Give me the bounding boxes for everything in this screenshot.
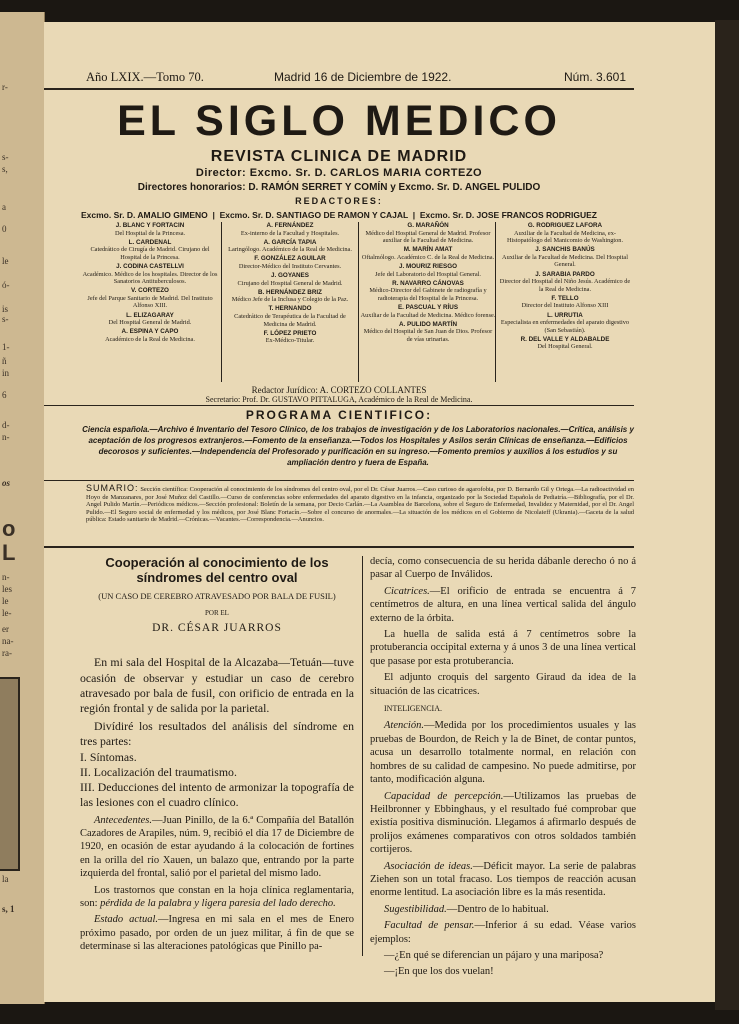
- editor-desc: Auxiliar de la Facultad de Medicina, ex-Histopatólogo del Manicomio de Washington.: [506, 229, 624, 245]
- left-page-fragment: 1-: [2, 342, 10, 352]
- issue-number: Núm. 3.601: [564, 70, 627, 84]
- senior-editor: Excmo. Sr. D. JOSE FRANCOS RODRIGUEZ: [419, 210, 597, 220]
- masthead-rule: [44, 88, 634, 90]
- section-rule: [44, 480, 634, 481]
- program-heading: PROGRAMA CIENTIFICO:: [245, 408, 433, 422]
- article-subtitle: (UN CASO DE CEREBRO ATRAVESADO POR BALA DE FUSIL): [98, 591, 336, 601]
- section-text: Los trastornos que constan en la hoja clínica reglamentaria, son:: [80, 884, 354, 910]
- left-page-fragment: s-: [2, 152, 9, 162]
- editor-desc: Médico del Hospital de San Juan de Dios. Profesor de vías urinarias.: [363, 328, 493, 343]
- legal-editor: Redactor Jurídico: A. CORTEZO COLLANTES: [251, 385, 427, 395]
- article-paragraph: Divídiré los resultados del análisis del síndrome en tres partes:: [80, 719, 354, 749]
- section-label: Cicatrices.: [384, 585, 430, 597]
- left-page-illustration: [0, 677, 20, 871]
- left-page-fragment: les: [2, 584, 12, 594]
- article-column-right: [370, 555, 636, 982]
- left-page-fragment: in: [2, 368, 10, 378]
- section-rule: [44, 405, 634, 406]
- editor-name: L. ELIZAGARAY: [126, 311, 174, 319]
- left-page-big-letter: o: [2, 516, 16, 541]
- left-page-fragment: n-: [2, 572, 10, 582]
- section-label: Asociación de ideas.: [384, 860, 473, 872]
- editors-column-3: [360, 222, 496, 345]
- article-list-item: II. Localización del traumatismo.: [80, 764, 237, 779]
- journal-subtitle: REVISTA CLINICA DE MADRID: [210, 148, 468, 165]
- left-page-fragment: a: [2, 202, 6, 212]
- section-label: Capacidad de percepción.: [384, 790, 504, 802]
- editor-desc: Del Hospital General.: [537, 343, 593, 351]
- left-page-fragment: la: [2, 874, 9, 884]
- section-text: —Juan Pinillo, de la 6.ª Compañía del Batallón Cazadores de Arapiles, núm. 9, recibió el día 17 de Diciembre de 1920, en ocasión de estar ayudando á la colocación de fortines en la orilla del río Xauen, un balazo que, entrando por la parte izquierda del frontal, salió por el parietal del mismo lado.: [80, 814, 354, 880]
- editor-name: A. ESPINA Y CAPO: [121, 328, 179, 336]
- editor-desc: Especialista en enfermedades del aparato digestivo (San Sebastián).: [500, 319, 630, 334]
- article-paragraph: [80, 913, 354, 953]
- column-divider: [362, 556, 363, 956]
- left-page-fragment: 6: [2, 390, 7, 400]
- editor-name: A. GARCÍA TAPIA: [263, 238, 317, 246]
- article-list-item: III. Deducciones del intento de armonizar la topografía de las lesiones con el cuadro clínico.: [80, 779, 354, 809]
- editor-desc: Ex-interno de la Facultad y Hospitales.: [240, 229, 340, 237]
- left-page-fragment: ó-: [2, 280, 10, 290]
- section-text: —Ingresa en mi sala en el mes de Enero próximo pasado, por orden de un juez militar, á fin de que se determinase si las alteraciones patológicas que Pinillo pa-: [80, 914, 354, 953]
- section-text: —Utilizamos las pruebas de Heilbronner y Ebbinghaus, y el resultado fué comprobar que existía positiva disminución. Llegamos á afirmarlo después de prolijos exámenes comparativos con otros soldados también cortijeros.: [370, 790, 636, 856]
- article-paragraph: [370, 585, 636, 625]
- left-page-fragment: er: [2, 624, 9, 634]
- editor-desc: Catedrático de Cirugía de Madrid. Cirujano del Hospital de la Princesa.: [90, 246, 210, 261]
- secretary: Secretario: Prof. Dr. GUSTAVO PITTALUGA, Académico de la Real de Medicina.: [205, 395, 473, 404]
- left-page-fragment: ra-: [2, 648, 12, 658]
- editor-desc: Director-Médico del Instituto Cervantes.: [238, 262, 342, 270]
- column-divider: [495, 222, 496, 382]
- column-divider: [221, 222, 222, 382]
- editor-desc: Jefe del Parque Sanitario de Madrid. Del Instituto Alfonso XIII.: [87, 294, 213, 310]
- left-page-fragment: r-: [2, 82, 8, 92]
- previous-page-edge: [0, 12, 45, 1004]
- editor-desc: Laringólogo. Académico de la Real de Medicina.: [228, 246, 352, 254]
- article-paragraph: decía, como consecuencia de su herida dábanle derecho ó no á pasar al Cuerpo de Inválidos.: [370, 556, 636, 581]
- editor-desc: Médico-Director del Gabinete de radiografía y radioterapia del Hospital de la Princesa.: [369, 287, 487, 302]
- left-page-fragment: s,: [2, 164, 8, 174]
- section-label: Estado actual.: [94, 914, 159, 926]
- editors-column-1: [82, 222, 218, 345]
- left-page-fragment: d-: [2, 420, 10, 430]
- summary: [86, 485, 634, 524]
- program-text: Ciencia española.—Archivo é Inventario del Tesoro Clínico, de los trabajos de investigación y de los Laboratorios nacionales.—Crítica, análisis y aceptación de los progresos extranjeros.—Fomento de la enseñanza.—Todos los Hospitales y Asilos serán Clínicas de enseñanza.—Edificios decorosos y suficientes.—Independencia del Profesorado y purificación en su ingreso.—Fomento premios y auxilios á los estudios y su ampliación dentro y fuera de España.: [82, 425, 634, 467]
- section-text: —Inferior á su edad. Véase varios ejemplos:: [370, 920, 636, 945]
- article-paragraph: [370, 919, 636, 946]
- editor-desc: Del Hospital de la Princesa.: [114, 229, 186, 237]
- volume-label: Año LXIX.—Tomo 70.: [86, 70, 204, 84]
- left-page-fragment: na-: [2, 636, 14, 646]
- editor-name: J. GOYANES: [271, 272, 309, 280]
- editor-desc: Jefe del Laboratorio del Hospital General.: [375, 270, 481, 278]
- article-paragraph: —¿En qué se diferencian un pájaro y una mariposa?: [384, 949, 604, 961]
- section-text: —Medida por los procedimientos usuales y las pruebas de Bourdon, de Reich y la de Binet, de contar puntos, acusa un desarrollo totalmente normal, en relación con hombres de su calidad de campesino. No puede admitirse, por tanto, modificación alguna.: [370, 720, 636, 786]
- editor-name: J. MOURIZ RIESGO: [398, 262, 458, 270]
- editor-desc: Del Hospital General de Madrid.: [108, 319, 192, 327]
- subsection-heading: INTELIGENCIA.: [384, 704, 442, 714]
- article-paragraph: [370, 719, 636, 786]
- editor-name: A. PULIDO MARTÍN: [398, 320, 458, 328]
- editor-desc: Ex-Médico-Titular.: [265, 337, 315, 345]
- article-column-left: [80, 555, 354, 957]
- senior-editor: Excmo. Sr. D. AMALIO GIMENO: [81, 210, 208, 220]
- editors-column-4: [497, 222, 633, 353]
- editor-name: J. BLANC Y FORTACIN: [115, 222, 185, 229]
- section-text: —El orificio de entrada se encuentra á 7 centímetros de altura, en una línea vertical salida del ángulo externo de la órbita.: [370, 585, 636, 624]
- editor-desc: Director del Instituto Alfonso XIII: [521, 302, 609, 310]
- senior-editor: Excmo. Sr. D. SANTIAGO DE RAMON Y CAJAL: [219, 210, 409, 220]
- editor-name: R. DEL VALLE Y ALDABALDE: [520, 335, 610, 343]
- editor-name: B. HERNÁNDEZ BRIZ: [257, 288, 323, 296]
- editor-name: G. MARAÑÓN: [407, 222, 449, 229]
- summary-label: SUMARIO:: [86, 483, 139, 493]
- editors-column-2: [222, 222, 358, 346]
- left-page-fragment: ñ: [2, 356, 7, 366]
- editor-name: F. LÓPEZ PRIETO: [263, 329, 317, 337]
- left-page-big-letter: L: [2, 540, 16, 565]
- journal-title: EL SIGLO MEDICO: [117, 97, 561, 145]
- section-label: Atención.: [384, 720, 424, 732]
- summary-text: Sección científica: Cooperación al conocimiento de los síndromes del centro oval, por el Dr. César Juarros.—Caso curioso de agarofobia, por D. Bernardo Gil y Ortega.—La radioactividad en Hoyo de Manzanares, por José Muñoz del Castillo.—Curso de conferencias sobre enfermedades del aparato digestivo en la infancia, organizado por la Sociedad Española de Pediatría.—Bibliografía, por el Dr. Angel Pulido Martín.—Periódicos médicos.—Sección profesional: Boletín de la semana, por Decio Carlán.—La Asamblea de Barcelona, sobre el Seguro de Enfermedad, Invalidez y Maternidad, por el Dr. Angel Pulido.—El Seguro social de enfermedad y los médicos, por José Blanc Fortacín.—Sobre el concurso de anormales.—La situación de los médicos en el Gobierno de Nicolaieff (Ukrania).—Gaceta de la salud pública: Estado sanitario de Madrid.—Crónicas.—Vacantes.—Correspondencia.—Anuncios.: [86, 486, 634, 524]
- editor-desc: Auxiliar de la Facultad de Medicina. Del Hospital General.: [502, 253, 628, 269]
- editor-name: F. GONZÁLEZ AGUILAR: [254, 255, 326, 263]
- page-edge-shadow: [715, 20, 739, 1010]
- honorary-directors: Directores honorarios: D. RAMÓN SERRET Y COMÍN y Excmo. Sr. D. ANGEL PULIDO: [137, 182, 541, 193]
- editor-desc: Médico del Hospital General de Madrid. Profesor auxiliar de la Facultad de Medicina.: [365, 229, 491, 245]
- article-title: Cooperación al conocimiento de los síndromes del centro oval: [105, 555, 329, 585]
- editor-desc: Médico Jefe de la Inclusa y Colegio de la Paz.: [231, 296, 349, 304]
- editor-desc: Catedrático de Terapéutica de la Facultad de Medicina de Madrid.: [234, 313, 346, 328]
- editor-desc: Cirujano del Hospital General de Madrid.: [237, 279, 343, 287]
- article-author: DR. CÉSAR JUARROS: [152, 622, 282, 634]
- article-paragraph: En mi sala del Hospital de la Alcazaba—Tetuán—tuve ocasión de observar y estudiar un caso de cerebro atravesado por bala de fusil, con orificio de entrada en la región frontal y de salida por la parietal.: [80, 655, 354, 716]
- section-label: Sugestibilidad.: [384, 903, 447, 915]
- section-rule: [44, 546, 634, 548]
- section-label: Antecedentes.: [94, 814, 153, 826]
- section-text-italic: pérdida de la palabra y ligera paresia del lado derecho.: [100, 898, 336, 910]
- editor-name: R. NAVARRO CÁNOVAS: [392, 279, 464, 287]
- editor-name: E. PASCUAL Y RÍUS: [397, 303, 459, 311]
- editor-desc: Académico. Médico de los hospitales. Director de los Sanatorios Antituberculosos.: [82, 270, 218, 286]
- editor-name: L. CARDENAL: [128, 238, 172, 246]
- left-page-fragment: 0: [2, 224, 7, 234]
- editor-name: V. CORTEZO: [131, 287, 169, 295]
- editor-name: F. TELLO: [551, 294, 579, 302]
- editor-name: M. MARÍN AMAT: [403, 246, 453, 254]
- director-line: Director: Excmo. Sr. D. CARLOS MARIA CORTEZO: [195, 167, 483, 179]
- article-paragraph: [80, 884, 354, 911]
- article-by: POR EL: [205, 609, 229, 617]
- left-page-fragment: os: [2, 478, 11, 488]
- senior-editors: Excmo. Sr. D. AMALIO GIMENO | Excmo. Sr. D. SANTIAGO DE RAMON Y CAJAL | Excmo. Sr. D. JOSE FRANCOS RODRIGUEZ: [81, 210, 597, 220]
- left-page-fragment: s-: [2, 314, 9, 324]
- editor-desc: Académico de la Real de Medicina.: [105, 335, 195, 343]
- editor-desc: Auxiliar de la Facultad de Medicina. Médico forense.: [360, 311, 496, 319]
- issue-date: Madrid 16 de Diciembre de 1922.: [274, 70, 452, 84]
- left-page-fragment: le-: [2, 608, 12, 618]
- editor-desc: Director del Hospital del Niño Jesús. Académico de la Real de Medicina.: [499, 278, 631, 293]
- editor-name: J. SARABIA PARDO: [535, 270, 595, 278]
- editor-name: J. SANCHIS BANÚS: [535, 246, 595, 254]
- column-divider: [358, 222, 359, 382]
- left-page-fragment: is: [2, 304, 9, 314]
- left-page-fragment: s, 1: [2, 904, 15, 914]
- editor-name: J. CODINA CASTELLVI: [116, 262, 184, 270]
- editors-heading: REDACTORES:: [295, 196, 383, 206]
- section-text: —Dentro de lo habitual.: [446, 903, 549, 915]
- article-paragraph: La huella de salida está á 7 centímetros sobre la protuberancia occipital externa y á unos 3 de una línea vertical que pasase por esta protuberancia.: [370, 629, 636, 667]
- article-paragraph: [370, 860, 636, 900]
- article-paragraph: El adjunto croquis del sargento Giraud da idea de la situación de las cicatrices.: [370, 672, 636, 697]
- editor-name: A. FERNÁNDEZ: [266, 222, 314, 229]
- left-page-fragment: n-: [2, 432, 10, 442]
- article-paragraph: [370, 790, 636, 857]
- article-paragraph: [370, 903, 636, 916]
- section-text: —Déficit mayor. La serie de palabras Ziehen son un total fracaso. Los tiempos de reacción acusan enorme lentitud. La asociación libre es la más resentida.: [370, 860, 637, 899]
- editor-name: G. RODRIGUEZ LAFORA: [527, 222, 603, 229]
- left-page-fragment: le: [2, 256, 9, 266]
- left-page-fragment: le: [2, 596, 9, 606]
- editor-name: L. URRUTIA: [547, 311, 583, 319]
- editor-name: T. HERNANDO: [268, 305, 312, 313]
- article-paragraph: [80, 814, 354, 881]
- section-label: Facultad de pensar.: [384, 920, 475, 932]
- editor-desc: Oftalmólogo. Académico C. de la Real de Medicina.: [361, 253, 495, 261]
- article-paragraph: —¡En que los dos vuelan!: [384, 966, 494, 978]
- article-list-item: I. Síntomas.: [80, 749, 137, 764]
